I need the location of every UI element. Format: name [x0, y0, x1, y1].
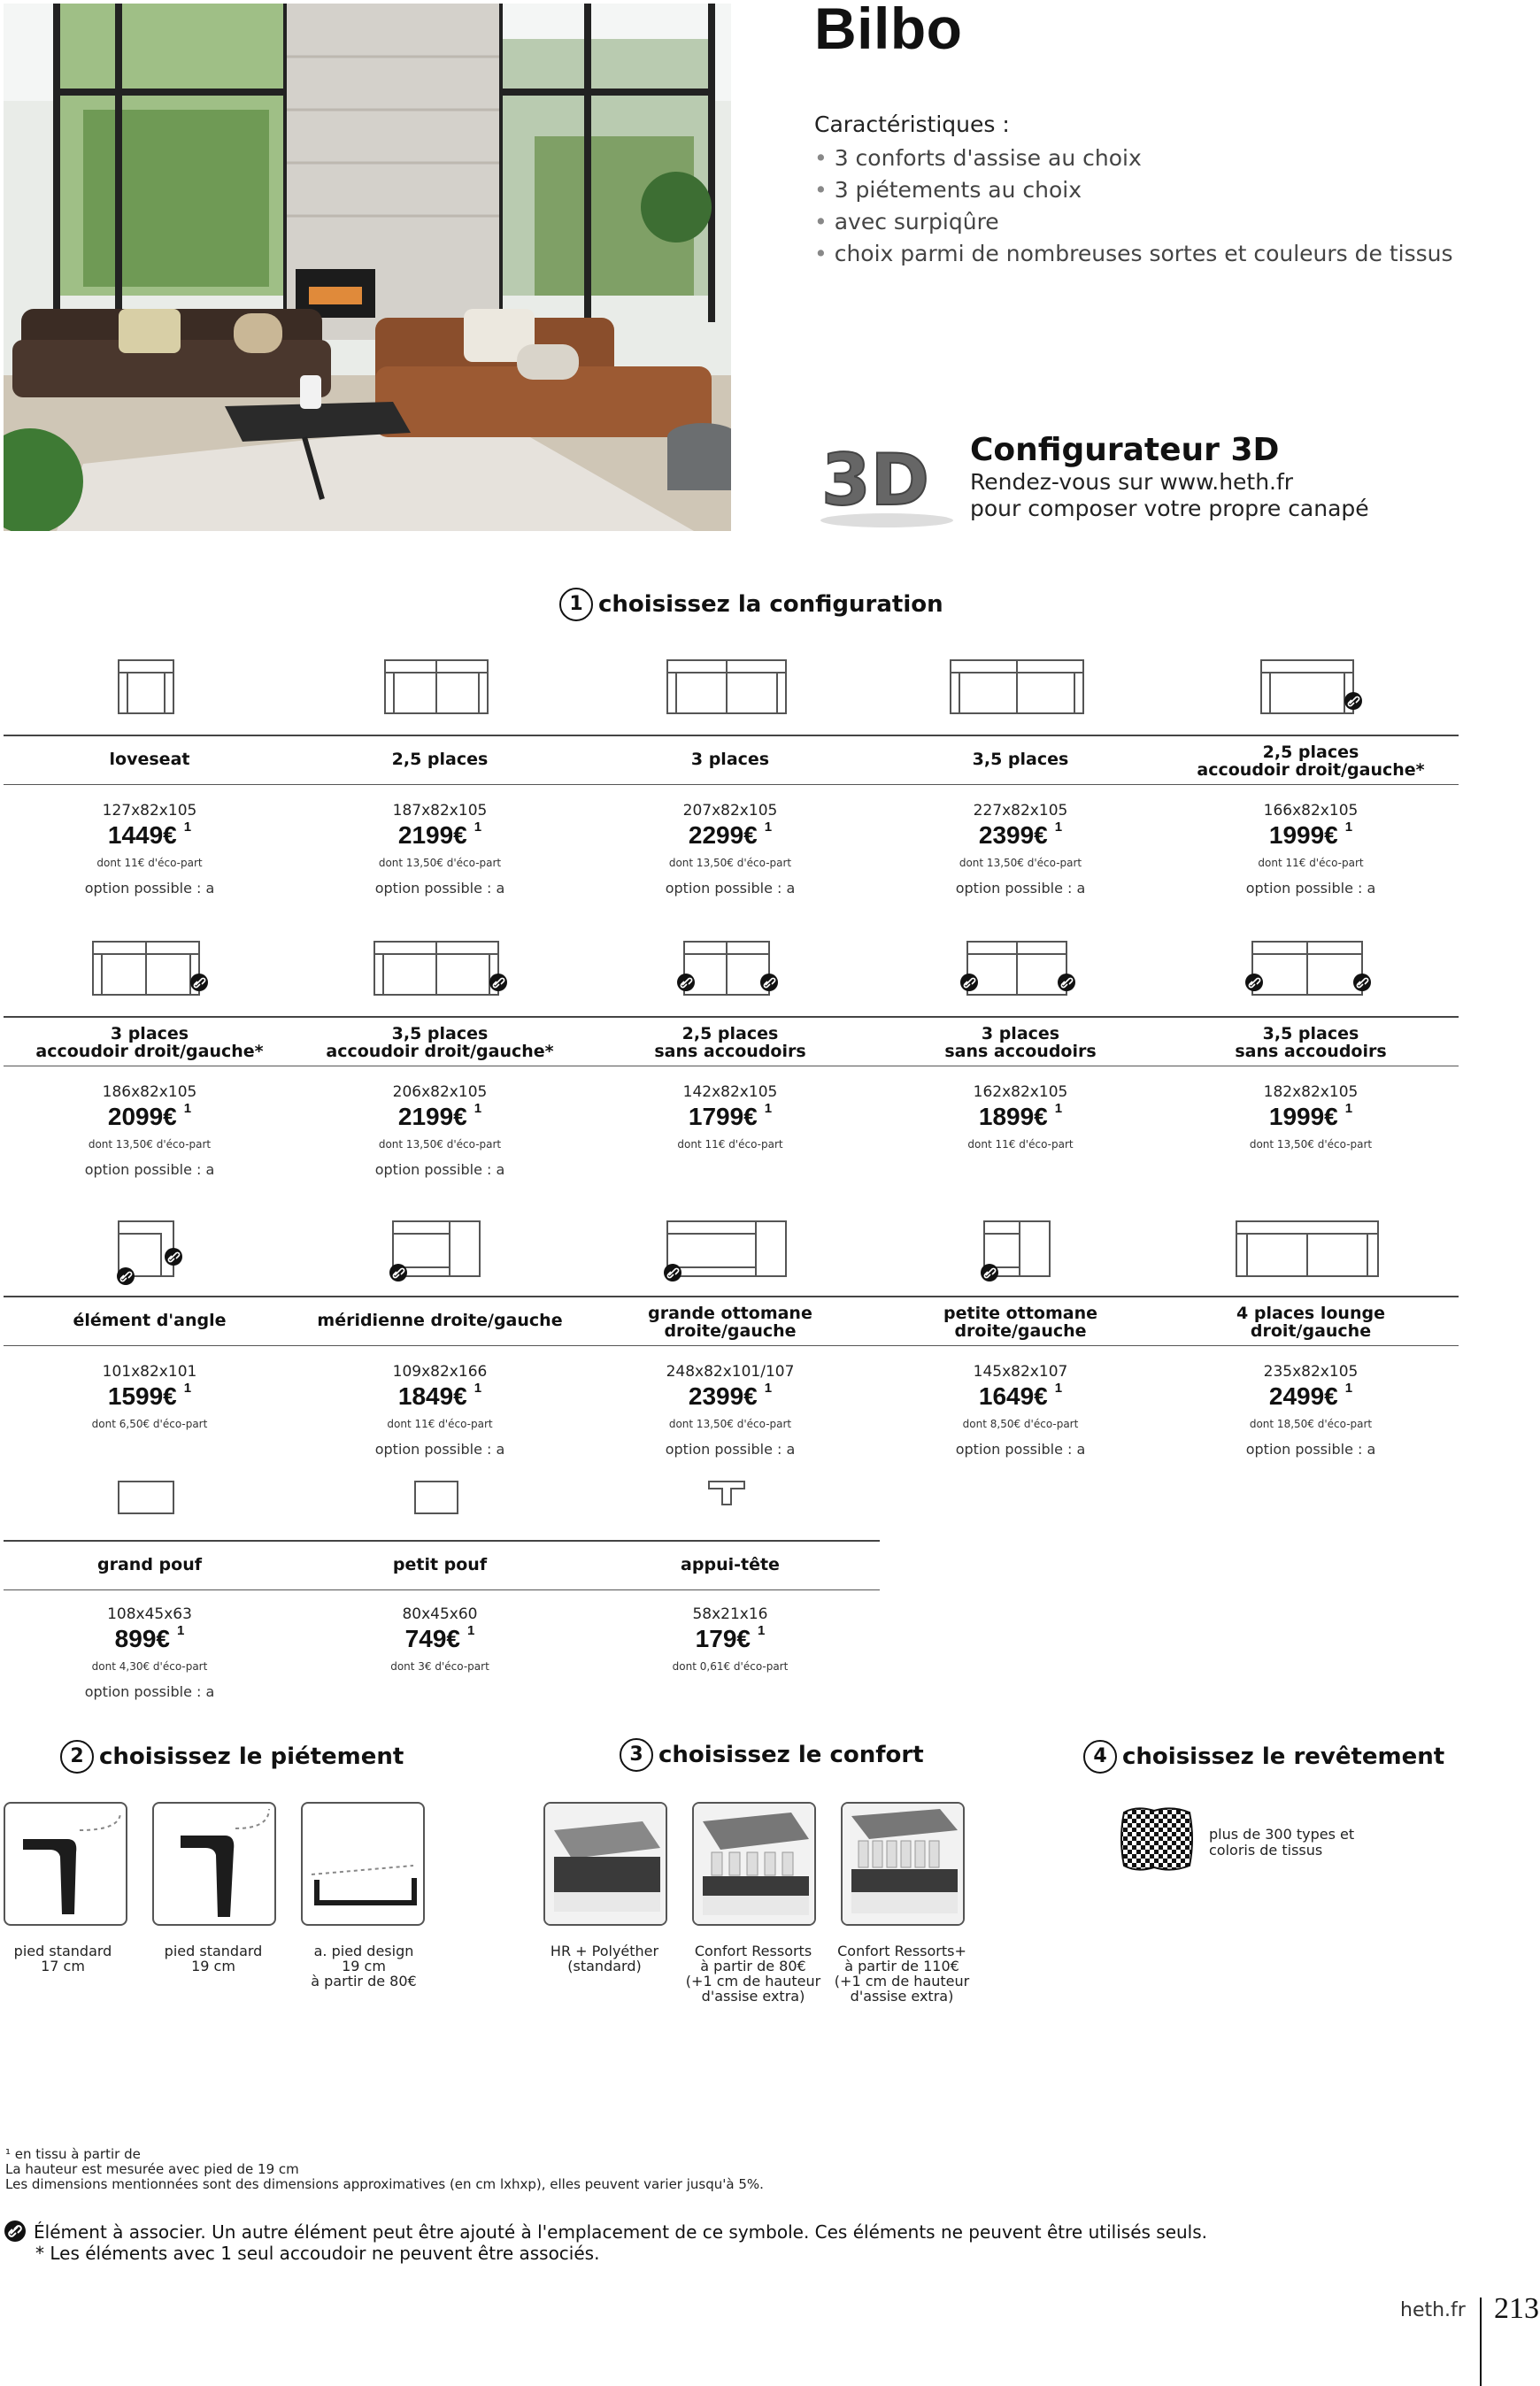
footer-site[interactable]: heth.fr [1400, 2299, 1466, 2321]
living-room-photo [4, 4, 731, 531]
product-name-line: 4 places lounge [1236, 1304, 1385, 1323]
product-eco-part: dont 11€ d'éco-part [677, 1138, 783, 1151]
product-price-value: 179€ [695, 1625, 751, 1652]
product-name-line: 3 places [981, 1024, 1060, 1043]
product-name-line: petite ottomane [943, 1304, 1097, 1323]
product-price-footnote-mark: 1 [764, 820, 773, 835]
product-option: option possible : a [374, 1161, 505, 1178]
product-price [876, 1103, 1165, 1131]
footnote-2: La hauteur est mesurée avec pied de 19 cm [5, 2161, 299, 2177]
product-price [1167, 1103, 1455, 1131]
comfort-springs-plus-tile[interactable] [841, 1802, 965, 1926]
product-name [586, 750, 874, 768]
product-price [5, 821, 294, 850]
product-name [296, 750, 584, 768]
product-dimensions: 207x82x105 [682, 802, 778, 820]
product-price [5, 1103, 294, 1131]
configurator-desc-line: pour composer votre propre canapé [970, 496, 1369, 521]
link-symbol-icon [4, 2220, 27, 2246]
product-option: option possible : a [84, 880, 215, 897]
product-price-footnote-mark: 1 [183, 820, 192, 835]
product-dimensions: 227x82x105 [973, 802, 1068, 820]
product-price-value: 2399€ [978, 821, 1048, 849]
product-price [296, 821, 584, 850]
product-price [586, 1103, 874, 1131]
product-name-line-2: droite/gauche [664, 1321, 797, 1341]
product-eco-part: dont 13,50€ d'éco-part [378, 857, 502, 869]
product-price-value: 2499€ [1268, 1382, 1338, 1410]
product-name-line: 3,5 places [391, 1024, 489, 1043]
product-price-footnote-mark: 1 [474, 820, 482, 835]
product-eco-part: dont 6,50€ d'éco-part [91, 1418, 208, 1430]
product-eco-part: dont 13,50€ d'éco-part [378, 1138, 502, 1151]
product-price-footnote-mark: 1 [764, 1101, 773, 1116]
step2-heading [60, 1740, 404, 1774]
product-price-footnote-mark: 1 [474, 1381, 482, 1396]
product-dimensions: 235x82x105 [1263, 1363, 1359, 1381]
product-option: option possible : a [84, 1683, 215, 1700]
product-name [1167, 1025, 1455, 1060]
product-name [586, 1305, 874, 1340]
living-room-illustration [4, 4, 731, 531]
product-name-line: méridienne droite/gauche [317, 1311, 563, 1330]
product-eco-part: dont 3€ d'éco-part [390, 1660, 489, 1673]
feature-item: • avec surpiqûre [814, 206, 1453, 238]
sofa-configuration-icon[interactable] [112, 1476, 188, 1533]
product-dimensions: 248x82x101/107 [666, 1363, 795, 1381]
sofa-configuration-icon[interactable] [660, 655, 800, 733]
feature-item: • choix parmi de nombreuses sortes et couleurs de tissus [814, 238, 1453, 270]
feature-item: • 3 conforts d'assise au choix [814, 142, 1453, 174]
product-price-footnote-mark: 1 [1054, 1101, 1063, 1116]
link-note: Élément à associer. Un autre élément peut être ajouté à l'emplacement de ce symbole. Ces éléments ne peuvent être utilisés seuls. [34, 2221, 1208, 2243]
product-price [5, 1625, 294, 1653]
product-eco-part: dont 18,50€ d'éco-part [1249, 1418, 1373, 1430]
product-eco-part: dont 11€ d'éco-part [96, 857, 203, 869]
product-price [296, 1382, 584, 1411]
product-dimensions: 109x82x166 [392, 1363, 488, 1381]
product-name-line-2: accoudoir droit/gauche* [326, 1042, 554, 1061]
product-dimensions: 186x82x105 [102, 1083, 197, 1101]
product-price-footnote-mark: 1 [183, 1381, 192, 1396]
product-name [296, 1556, 584, 1574]
sofa-configuration-icon[interactable] [408, 1476, 472, 1533]
comfort-hr-tile[interactable] [543, 1802, 667, 1926]
footnote-1: ¹ en tissu à partir de [5, 2146, 141, 2162]
sofa-configuration-icon[interactable] [378, 655, 502, 733]
sofa-configuration-icon[interactable] [977, 1216, 1064, 1296]
product-option: option possible : a [374, 1441, 505, 1458]
configurator-3d-logo [816, 432, 966, 529]
product-dimensions: 206x82x105 [392, 1083, 488, 1101]
product-price-value: 2199€ [397, 1103, 467, 1130]
features-heading: Caractéristiques : [814, 112, 1010, 137]
step1-number: 1 [559, 588, 593, 621]
product-name-line: grande ottomane [648, 1304, 812, 1323]
product-name [296, 1025, 584, 1060]
step4-title: choisissez le revêtement [1122, 1743, 1445, 1770]
product-dimensions: 127x82x105 [102, 802, 197, 820]
comfort-springs-tile[interactable] [692, 1802, 816, 1926]
product-eco-part: dont 13,50€ d'éco-part [668, 1418, 792, 1430]
product-option: option possible : a [1245, 1441, 1376, 1458]
product-price-value: 899€ [114, 1625, 170, 1652]
leg-design-caption: a. pied design 19 cm à partir de 80€ [311, 1943, 417, 1990]
comfort-hr-caption: HR + Polyéther (standard) [550, 1943, 659, 1974]
leg-standard-17-tile[interactable] [4, 1802, 127, 1926]
row-top-rule [4, 1540, 880, 1542]
product-eco-part: dont 11€ d'éco-part [967, 1138, 1074, 1151]
product-dimensions: 187x82x105 [392, 802, 488, 820]
product-price-value: 1899€ [978, 1103, 1048, 1130]
product-name [5, 1556, 294, 1574]
product-name [5, 1025, 294, 1060]
step4-number: 4 [1083, 1740, 1117, 1774]
product-name-line: 3,5 places [1262, 1024, 1359, 1043]
product-name-line: 2,5 places [1262, 743, 1359, 762]
product-price [296, 1625, 584, 1653]
product-title: Bilbo [814, 0, 963, 61]
product-option: option possible : a [955, 1441, 1086, 1458]
product-price-footnote-mark: 1 [474, 1101, 482, 1116]
page-number: 213 [1494, 2292, 1539, 2325]
product-name [586, 1025, 874, 1060]
sofa-configuration-icon[interactable] [112, 1216, 188, 1296]
leg-design-tile[interactable] [301, 1802, 425, 1926]
product-dimensions: 142x82x105 [682, 1083, 778, 1101]
sofa-configuration-icon[interactable] [677, 936, 783, 1014]
footnote-3: Les dimensions mentionnées sont des dimensions approximatives (en cm lxhxp), elles peuvent varier jusqu'à 5%. [5, 2176, 764, 2192]
product-eco-part: dont 0,61€ d'éco-part [672, 1660, 789, 1673]
sofa-configuration-icon[interactable] [1254, 655, 1367, 733]
sofa-configuration-icon[interactable] [960, 936, 1081, 1014]
product-option: option possible : a [955, 880, 1086, 897]
row-top-rule [4, 735, 1459, 736]
sofa-configuration-icon[interactable] [112, 655, 188, 733]
product-price-value: 2399€ [688, 1382, 758, 1410]
product-dimensions: 58x21x16 [692, 1605, 768, 1623]
sofa-configuration-icon[interactable] [367, 936, 512, 1014]
step1-heading [559, 588, 943, 621]
step2-title: choisissez le piétement [99, 1743, 404, 1770]
sofa-configuration-icon[interactable] [86, 936, 213, 1014]
row-top-rule [4, 1016, 1459, 1018]
configurator-title: Configurateur 3D [970, 432, 1280, 468]
product-dimensions: 80x45x60 [402, 1605, 478, 1623]
product-name-line: 3 places [690, 750, 770, 769]
product-name [1167, 1305, 1455, 1340]
product-name-line: grand pouf [97, 1555, 202, 1574]
product-name-line: petit pouf [392, 1555, 488, 1574]
product-option: option possible : a [1245, 880, 1376, 897]
leg-standard-19-caption: pied standard 19 cm [164, 1943, 263, 1974]
leg-standard-17-caption: pied standard 17 cm [13, 1943, 112, 1974]
row-bottom-rule [4, 1345, 1459, 1346]
product-dimensions: 166x82x105 [1263, 802, 1359, 820]
leg-standard-19-tile[interactable] [152, 1802, 276, 1926]
product-price [5, 1382, 294, 1411]
product-price-footnote-mark: 1 [1054, 820, 1063, 835]
product-dimensions: 108x45x63 [107, 1605, 192, 1623]
product-option: option possible : a [84, 1161, 215, 1178]
product-name-line-2: sans accoudoirs [654, 1042, 806, 1061]
product-name-line: appui-tête [681, 1555, 780, 1574]
step3-title: choisissez le confort [658, 1742, 924, 1768]
product-name-line: 3,5 places [972, 750, 1069, 769]
product-price-footnote-mark: 1 [1344, 1381, 1353, 1396]
product-name-line-2: accoudoir droit/gauche* [1197, 760, 1425, 780]
product-name-line-2: droite/gauche [954, 1321, 1087, 1341]
product-name-line: élément d'angle [73, 1311, 227, 1330]
product-eco-part: dont 8,50€ d'éco-part [962, 1418, 1079, 1430]
product-price-value: 1449€ [107, 821, 177, 849]
product-price-footnote-mark: 1 [183, 1101, 192, 1116]
row-bottom-rule [4, 1589, 880, 1590]
product-name [876, 1305, 1165, 1340]
product-name-line: 3 places [110, 1024, 189, 1043]
product-price-value: 2199€ [397, 821, 467, 849]
product-price-footnote-mark: 1 [176, 1623, 185, 1638]
fabric-swatch-icon [1119, 1805, 1195, 1876]
product-price-value: 749€ [404, 1625, 460, 1652]
sofa-configuration-icon[interactable] [1229, 1216, 1392, 1296]
product-name-line-2: sans accoudoirs [1235, 1042, 1387, 1061]
product-price-value: 1599€ [107, 1382, 177, 1410]
product-option: option possible : a [665, 1441, 796, 1458]
product-price-footnote-mark: 1 [1054, 1381, 1063, 1396]
row-bottom-rule [4, 784, 1459, 785]
product-name [296, 1312, 584, 1329]
sofa-configuration-icon[interactable] [386, 1216, 494, 1296]
product-price-value: 2299€ [688, 821, 758, 849]
product-price-footnote-mark: 1 [1344, 820, 1353, 835]
product-price [586, 821, 874, 850]
comfort-springs-caption: Confort Ressorts à partir de 80€ (+1 cm de hauteur d'assise extra) [685, 1943, 821, 2005]
product-eco-part: dont 11€ d'éco-part [387, 1418, 493, 1430]
star-note: * Les éléments avec 1 seul accoudoir ne peuvent être associés. [35, 2243, 600, 2264]
features-list [814, 142, 1453, 270]
product-name-line-2: accoudoir droit/gauche* [35, 1042, 264, 1061]
sofa-configuration-icon[interactable] [660, 1216, 800, 1296]
product-name-line: loveseat [109, 750, 190, 769]
step3-number: 3 [620, 1738, 653, 1772]
product-price [876, 1382, 1165, 1411]
product-name [876, 1025, 1165, 1060]
product-name [876, 750, 1165, 768]
comfort-springs-plus-caption: Confort Ressorts+ à partir de 110€ (+1 cm de hauteur d'assise extra) [834, 1943, 970, 2005]
product-price [1167, 1382, 1455, 1411]
product-dimensions: 162x82x105 [973, 1083, 1068, 1101]
product-eco-part: dont 13,50€ d'éco-part [88, 1138, 212, 1151]
product-price-value: 1849€ [397, 1382, 467, 1410]
product-eco-part: dont 13,50€ d'éco-part [668, 857, 792, 869]
product-price-footnote-mark: 1 [757, 1623, 766, 1638]
product-eco-part: dont 13,50€ d'éco-part [959, 857, 1082, 869]
product-name [586, 1556, 874, 1574]
product-name-line-2: droit/gauche [1250, 1321, 1372, 1341]
sofa-configuration-icon[interactable] [702, 1476, 758, 1528]
step4-heading [1083, 1740, 1444, 1774]
product-dimensions: 145x82x107 [973, 1363, 1068, 1381]
product-price-value: 1649€ [978, 1382, 1048, 1410]
step3-heading [620, 1738, 924, 1772]
product-price [1167, 821, 1455, 850]
row-top-rule [4, 1296, 1459, 1297]
product-option: option possible : a [374, 880, 505, 897]
product-name-line: 2,5 places [681, 1024, 779, 1043]
product-option: option possible : a [665, 880, 796, 897]
product-name-line-2: sans accoudoirs [944, 1042, 1097, 1061]
product-name [5, 1312, 294, 1329]
product-price-value: 1799€ [688, 1103, 758, 1130]
product-name-line: 2,5 places [391, 750, 489, 769]
product-eco-part: dont 11€ d'éco-part [1258, 857, 1364, 869]
product-name [1167, 743, 1455, 779]
configurator-text [970, 469, 1369, 522]
product-eco-part: dont 4,30€ d'éco-part [91, 1660, 208, 1673]
configurator-logo-text: 3D [821, 439, 930, 521]
product-dimensions: 182x82x105 [1263, 1083, 1359, 1101]
footer-divider [1480, 2297, 1482, 2386]
product-price-value: 2099€ [107, 1103, 177, 1130]
product-price [296, 1103, 584, 1131]
product-price-value: 1999€ [1268, 821, 1338, 849]
product-eco-part: dont 13,50€ d'éco-part [1249, 1138, 1373, 1151]
footnotes [5, 2147, 764, 2192]
product-price [586, 1382, 874, 1411]
configurator-link-line[interactable]: Rendez-vous sur www.heth.fr [970, 469, 1294, 495]
product-price [876, 821, 1165, 850]
step2-number: 2 [60, 1740, 94, 1774]
step1-title: choisissez la configuration [598, 591, 943, 618]
product-price-value: 1999€ [1268, 1103, 1338, 1130]
product-price [586, 1625, 874, 1653]
product-price-footnote-mark: 1 [466, 1623, 475, 1638]
feature-item: • 3 piétements au choix [814, 174, 1453, 206]
sofa-configuration-icon[interactable] [1245, 936, 1376, 1014]
sofa-configuration-icon[interactable] [943, 655, 1097, 733]
product-dimensions: 101x82x101 [102, 1363, 197, 1381]
product-price-footnote-mark: 1 [1344, 1101, 1353, 1116]
fabric-text: plus de 300 types et coloris de tissus [1209, 1826, 1355, 1859]
product-name [5, 750, 294, 768]
product-price-footnote-mark: 1 [764, 1381, 773, 1396]
